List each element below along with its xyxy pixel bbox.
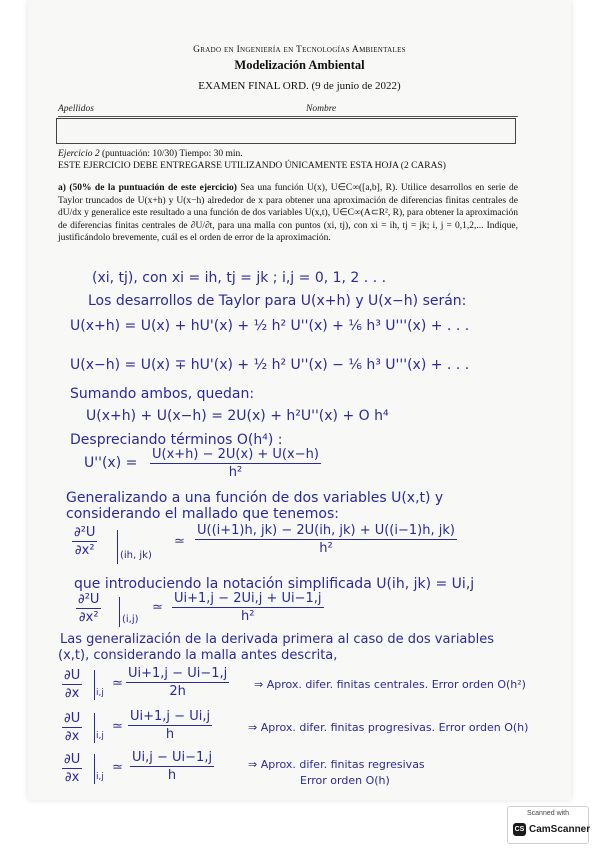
approx-sign: ≃ — [152, 600, 163, 615]
hw-approx-sign — [152, 600, 163, 615]
hw-eval-point — [120, 550, 152, 561]
camscanner-name: CamScanner — [529, 824, 591, 835]
hw-eval-ij — [96, 772, 104, 782]
fraction-denominator: h² — [319, 541, 333, 557]
exam-title: EXAMEN FINAL ORD. (9 de junio de 2022) — [198, 80, 401, 92]
hw-generalize-line1: Generalizando a una función de dos variables U(x,t) y — [66, 490, 444, 506]
exercise-warning: ESTE EJERCICIO DEBE ENTREGARSE UTILIZANDO ÚNICAMENTE ESTA HOJA (2 CARAS) — [58, 161, 446, 171]
part-a-heading: a) (50% de la puntuación de este ejercicio) — [58, 183, 237, 193]
exercise-statement — [58, 182, 518, 245]
hw-neglect-terms: Despreciando términos O(h⁴) : — [70, 432, 283, 448]
hw-first-partial-lhs — [62, 711, 82, 744]
scanned-with-text: Scanned with — [526, 810, 570, 817]
fraction-denominator: h² — [228, 465, 243, 481]
hw-eval-point-2 — [122, 614, 139, 625]
fraction-bar — [72, 541, 97, 542]
partial-numerator: ∂U — [64, 668, 81, 683]
fraction-bar — [195, 539, 457, 540]
fraction-denominator: h² — [241, 609, 255, 625]
hw-central-note: ⇒ Aprox. difer. finitas centrales. Error orden O(h²) — [254, 678, 526, 691]
hw-first-derivative-line2: (x,t), considerando la malla antes descrita, — [58, 648, 338, 663]
apellidos-label: Apellidos — [58, 104, 94, 114]
fraction-denominator: h — [167, 768, 177, 784]
hw-eval-ij — [96, 688, 104, 698]
fraction-numerator: Ui+1,j − Ui−1,j — [128, 666, 228, 681]
hw-notation-line: que introduciendo la notación simplificada U(ih, jk) = Ui,j — [74, 576, 475, 592]
partial-denominator: ∂x — [64, 686, 80, 702]
name-underline — [58, 116, 518, 117]
hw-first-partial-lhs — [62, 668, 82, 701]
eval-point-text: (i,j) — [122, 614, 139, 625]
approx-sign: ≃ — [112, 676, 123, 691]
approx-sign: ≃ — [174, 534, 185, 549]
fraction-bar — [128, 725, 212, 726]
hw-taylor-minus: U(x−h) = U(x) ∓ hU'(x) + ½ h² U''(x) − ⅙ h³ U'''(x) + . . . — [70, 357, 470, 373]
hw-forward-fraction — [128, 709, 212, 742]
hw-central-fraction — [126, 666, 229, 699]
fraction-bar — [150, 463, 321, 464]
partial-denominator: ∂x — [64, 729, 80, 745]
partial-numerator: ∂U — [64, 752, 81, 767]
hw-partial-rhs-fraction — [195, 523, 457, 556]
subject-title: Modelización Ambiental — [234, 58, 365, 72]
hw-eval-ij — [96, 731, 104, 741]
hw-first-derivative-line1: Las generalización de la derivada primera al caso de dos variables — [60, 632, 495, 647]
camscanner-watermark — [507, 806, 589, 844]
fraction-bar — [130, 766, 214, 767]
exercise-score-time: (puntuación: 10/30) Tiempo: 30 min. — [101, 149, 243, 159]
hw-backward-note: ⇒ Aprox. difer. finitas regresivas — [248, 758, 425, 771]
fraction-numerator: Ui,j − Ui−1,j — [132, 750, 213, 765]
hw-taylor-plus: U(x+h) = U(x) + hU'(x) + ½ h² U''(x) + ⅙ h³ U'''(x) + . . . — [70, 318, 470, 334]
partial-denominator: ∂x² — [78, 610, 99, 626]
partial-numerator: ∂U — [64, 711, 81, 726]
eval-point-text: (ih, jk) — [120, 550, 152, 561]
hw-second-derivative-lhs: U''(x) = — [84, 455, 138, 471]
hw-approx-sign — [112, 676, 123, 691]
hw-simplified-fraction — [172, 591, 324, 624]
hw-approx-sign — [112, 760, 123, 775]
hw-sum-intro: Sumando ambos, quedan: — [70, 386, 255, 402]
camscanner-logo-icon: CS — [513, 823, 526, 836]
hw-taylor-intro: Los desarrollos de Taylor para U(x+h) y U(x−h) serán: — [88, 293, 467, 309]
hw-mesh-definition: (xi, tj), con xi = ih, tj = jk ; i,j = 0, 1, 2 . . . — [92, 270, 387, 286]
hw-approx-sign — [112, 719, 123, 734]
name-field[interactable] — [56, 118, 516, 144]
approx-sign: ≃ — [112, 760, 123, 775]
fraction-numerator: Ui+1,j − 2Ui,j + Ui−1,j — [174, 591, 322, 606]
fraction-bar — [62, 684, 82, 685]
fraction-numerator: Ui+1,j − Ui,j — [130, 709, 211, 724]
fraction-numerator: U(x+h) − 2U(x) + U(x−h) — [152, 447, 319, 462]
degree-title: Grado en Ingeniería en Tecnologías Ambientales — [193, 45, 406, 55]
eval-point-text: i,j — [96, 688, 104, 698]
partial-denominator: ∂x² — [74, 543, 95, 559]
eval-bar — [119, 597, 120, 627]
part-a-text: Sea una función U(x), U∈C∞([a,b], R). Utilice desarrollos en serie de Taylor truncados de U(x+h) y U(x−h) alrededor de x para obtener una aproximación de diferencias finitas centrales de dU/dx y generalice este resultado a una función de dos variables U(x,t), U∈C∞(A⊂R², R), para obtener la aproximación de diferencias finitas centrales de ∂U/∂t, para una malla con puntos (xi, tj), con xi = ih, tj = jk; i, j = 0,1,2,... Indique, justificándolo brevemente, cuál es el orden de error de la aproximación. — [58, 183, 519, 243]
hw-forward-note: ⇒ Aprox. difer. finitas progresivas. Error orden O(h) — [248, 721, 529, 734]
hw-second-derivative-fraction — [150, 447, 321, 480]
eval-bar — [117, 530, 118, 564]
partial-numerator: ∂²U — [78, 592, 100, 607]
hw-backward-note-2: Error orden O(h) — [300, 774, 390, 787]
exercise-title: Ejercicio 2 — [58, 149, 100, 159]
fraction-bar — [62, 768, 82, 769]
hw-backward-fraction — [130, 750, 214, 783]
fraction-bar — [76, 608, 101, 609]
fraction-denominator: 2h — [169, 684, 186, 700]
partial-denominator: ∂x — [64, 770, 80, 786]
fraction-numerator: U((i+1)h, jk) − 2U(ih, jk) + U((i−1)h, jk) — [197, 523, 455, 538]
hw-sum-result: U(x+h) + U(x−h) = 2U(x) + h²U''(x) + O h⁴ — [86, 408, 389, 424]
fraction-denominator: h — [165, 727, 175, 743]
hw-partial-lhs-2 — [76, 592, 101, 625]
fraction-bar — [126, 682, 229, 683]
hw-approx-sign — [174, 534, 185, 549]
approx-sign: ≃ — [112, 719, 123, 734]
partial-numerator: ∂²U — [74, 525, 96, 540]
fraction-bar — [172, 607, 324, 608]
exercise-header — [58, 148, 518, 161]
eval-point-text: i,j — [96, 772, 104, 782]
hw-generalize-line2: considerando el mallado que tenemos: — [66, 506, 339, 522]
eval-point-text: i,j — [96, 731, 104, 741]
hw-partial-lhs — [72, 525, 97, 558]
hw-first-partial-lhs — [62, 752, 82, 785]
nombre-label: Nombre — [306, 104, 337, 114]
fraction-bar — [62, 727, 82, 728]
